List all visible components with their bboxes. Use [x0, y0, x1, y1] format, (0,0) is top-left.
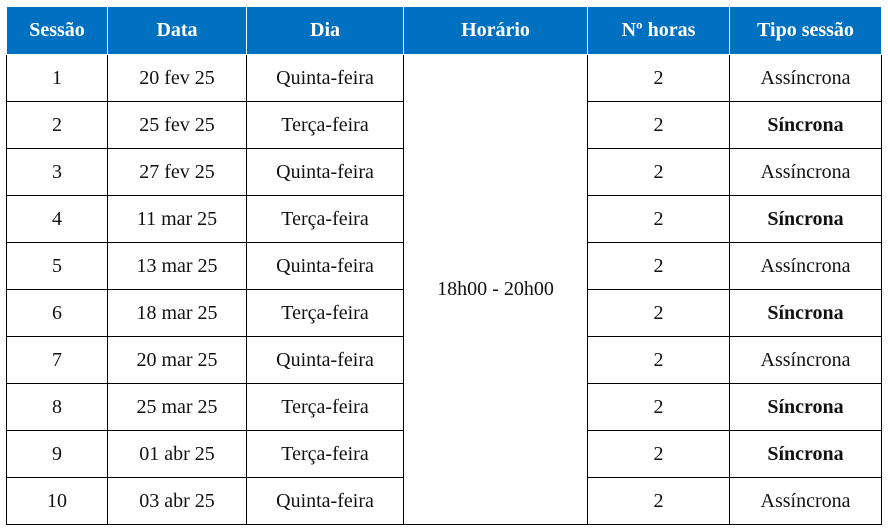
header-horario: Horário: [404, 7, 588, 55]
cell-sessao: 8: [7, 384, 108, 431]
cell-n-horas: 2: [588, 478, 730, 525]
cell-data: 20 fev 25: [108, 55, 247, 102]
header-dia: Dia: [247, 7, 404, 55]
cell-sessao: 6: [7, 290, 108, 337]
cell-tipo-sessao: Síncrona: [730, 196, 882, 243]
cell-n-horas: 2: [588, 290, 730, 337]
cell-dia: Terça-feira: [247, 431, 404, 478]
cell-data: 01 abr 25: [108, 431, 247, 478]
header-n-horas: Nº horas: [588, 7, 730, 55]
cell-tipo-sessao: Assíncrona: [730, 243, 882, 290]
header-tipo-sessao: Tipo sessão: [730, 7, 882, 55]
cell-dia: Quinta-feira: [247, 478, 404, 525]
cell-horario: 18h00 - 20h00: [404, 55, 588, 525]
cell-tipo-sessao: Assíncrona: [730, 478, 882, 525]
cell-sessao: 7: [7, 337, 108, 384]
cell-data: 03 abr 25: [108, 478, 247, 525]
session-schedule-table: [6, 6, 882, 525]
cell-dia: Quinta-feira: [247, 55, 404, 102]
cell-dia: Quinta-feira: [247, 337, 404, 384]
cell-data: 27 fev 25: [108, 149, 247, 196]
cell-sessao: 9: [7, 431, 108, 478]
cell-sessao: 4: [7, 196, 108, 243]
cell-data: 20 mar 25: [108, 337, 247, 384]
cell-tipo-sessao: Síncrona: [730, 384, 882, 431]
table-header-row: [7, 7, 882, 55]
cell-n-horas: 2: [588, 337, 730, 384]
cell-n-horas: 2: [588, 102, 730, 149]
cell-dia: Quinta-feira: [247, 243, 404, 290]
cell-dia: Quinta-feira: [247, 149, 404, 196]
cell-n-horas: 2: [588, 243, 730, 290]
cell-dia: Terça-feira: [247, 196, 404, 243]
cell-n-horas: 2: [588, 196, 730, 243]
cell-tipo-sessao: Assíncrona: [730, 149, 882, 196]
cell-sessao: 5: [7, 243, 108, 290]
cell-sessao: 3: [7, 149, 108, 196]
cell-n-horas: 2: [588, 55, 730, 102]
cell-tipo-sessao: Síncrona: [730, 431, 882, 478]
cell-tipo-sessao: Assíncrona: [730, 337, 882, 384]
cell-data: 25 mar 25: [108, 384, 247, 431]
cell-dia: Terça-feira: [247, 102, 404, 149]
cell-data: 13 mar 25: [108, 243, 247, 290]
header-data: Data: [108, 7, 247, 55]
cell-tipo-sessao: Assíncrona: [730, 55, 882, 102]
cell-sessao: 1: [7, 55, 108, 102]
cell-sessao: 10: [7, 478, 108, 525]
table-row: [7, 55, 882, 102]
cell-n-horas: 2: [588, 431, 730, 478]
cell-tipo-sessao: Síncrona: [730, 102, 882, 149]
cell-data: 11 mar 25: [108, 196, 247, 243]
cell-tipo-sessao: Síncrona: [730, 290, 882, 337]
cell-sessao: 2: [7, 102, 108, 149]
cell-data: 18 mar 25: [108, 290, 247, 337]
cell-data: 25 fev 25: [108, 102, 247, 149]
table-body: [7, 55, 882, 525]
cell-n-horas: 2: [588, 384, 730, 431]
cell-n-horas: 2: [588, 149, 730, 196]
header-sessao: Sessão: [7, 7, 108, 55]
cell-dia: Terça-feira: [247, 290, 404, 337]
cell-dia: Terça-feira: [247, 384, 404, 431]
